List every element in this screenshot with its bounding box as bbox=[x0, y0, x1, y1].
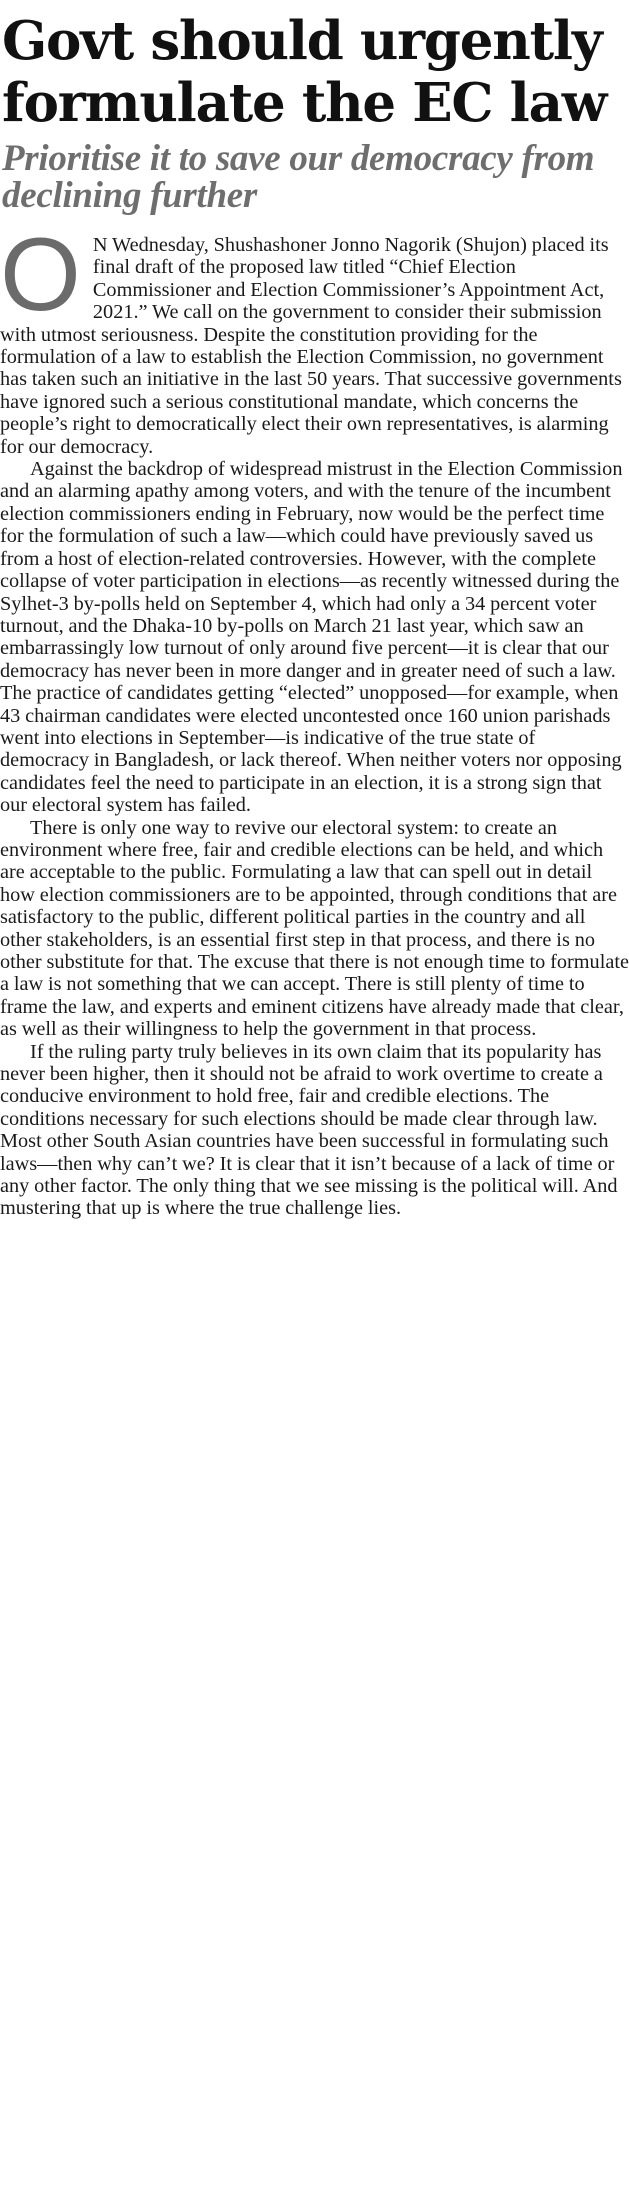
paragraph-3: There is only one way to revive our electoral system: to create an environment where free, fair and credible elections can be held, and which are acceptable to the public. Formulating a law that can spell out in detail how election commissioners are to be appointed, through conditions that are satisfactory to the public, different political parties in the country and all other stakeholders, is an essential first step in that process, and there is no other substitute for that. The excuse that there is not enough time to formulate a law is not something that we can accept. There is still plenty of time to frame the law, and experts and eminent citizens have already made that clear, as well as their willingness to help the government in that process. bbox=[0, 816, 629, 1041]
paragraph-1-text: N Wednesday, Shushashoner Jonno Nagorik (Shujon) placed its final draft of the proposed law titled “Chief Election Commissioner and Election Commissioner’s Appointment Act, 2021.” We call on the government to consider their submission with utmost seriousness. Despite the constitution providing for the formulation of a law to establish the Election Commission, no government has taken such an initiative in the last 50 years. That successive governments have ignored such a serious constitutional mandate, which concerns the people’s right to democratically elect their own representatives, is alarming for our democracy. bbox=[0, 234, 622, 458]
paragraph-1 bbox=[0, 217, 629, 458]
drop-cap: O bbox=[0, 217, 81, 333]
subheadline: Prioritise it to save our democracy from declining further bbox=[2, 138, 595, 216]
paragraph-2: Against the backdrop of widespread mistrust in the Election Commission and an alarming apathy among voters, and with the tenure of the incumbent election commissioners ending in February, now would be the perfect time for the formulation of such a law—which could have previously saved us from a host of election-related controversies. However, with the complete collapse of voter participation in elections—as recently witnessed during the Sylhet-3 by-polls held on September 4, which had only a 34 percent voter turnout, and the Dhaka-10 by-polls on March 21 last year, which saw an embarrassingly low turnout of only around five percent—it is clear that our democracy has never been in more danger and in greater need of such a law. The practice of candidates getting “elected” unopposed—for example, when 43 chairman candidates were elected uncontested once 160 union parishads went into elections in September—is indicative of the true state of democracy in Bangladesh, or lack thereof. When neither voters nor opposing candidates feel the need to participate in an election, it is a strong sign that our electoral system has failed. bbox=[0, 458, 623, 817]
article-body bbox=[0, 217, 629, 1220]
headline: Govt should urgently formulate the EC law bbox=[2, 10, 607, 134]
paragraph-4: If the ruling party truly believes in its own claim that its popularity has never been higher, then it should not be afraid to work overtime to create a conducive environment to hold free, fair and credible elections. The conditions necessary for such elections should be made clear through law. Most other South Asian countries have been successful in formulating such laws—then why can’t we? It is clear that it isn’t because of a lack of time or any other factor. The only thing that we see missing is the political will. And mustering that up is where the true challenge lies. bbox=[0, 1040, 618, 1220]
